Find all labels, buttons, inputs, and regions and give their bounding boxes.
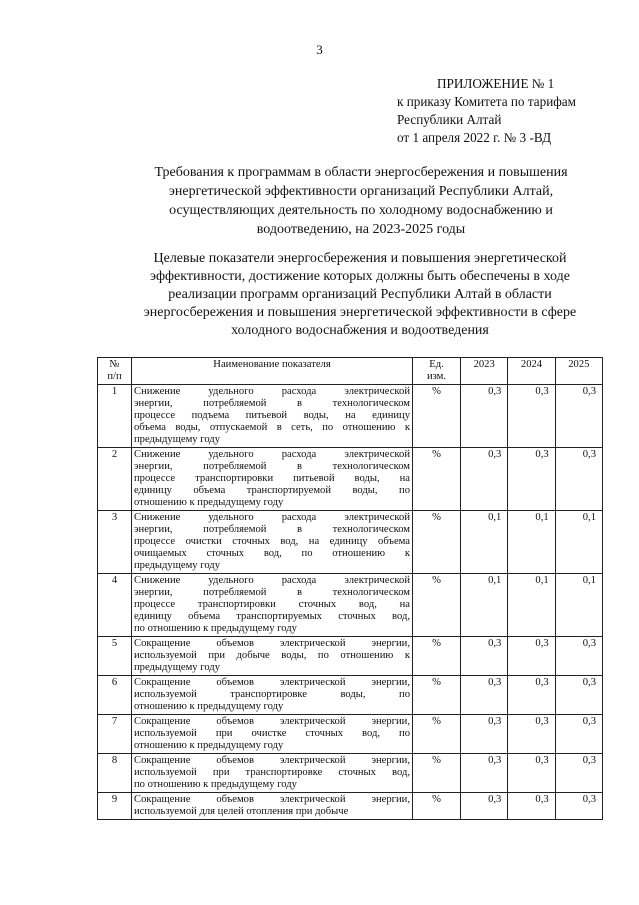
indicator-name-line: энергии, потребляемой в технологическом	[134, 461, 410, 472]
indicator-name-line: Снижение удельного расхода электрической	[134, 386, 410, 397]
indicator-name-line: энергии, потребляемой в технологическом	[134, 587, 410, 598]
header-unit	[413, 358, 461, 385]
indicator-name-line: Сокращение объемов электрической энергии,	[134, 794, 410, 805]
header-number-line2: п/п	[107, 371, 122, 382]
row-value-2023: 0,3	[461, 385, 508, 448]
row-number: 2	[98, 448, 132, 511]
row-value-2024: 0,1	[508, 574, 555, 637]
header-unit-line2: изм.	[426, 371, 447, 382]
indicator-name-line: используемой при транспортировке сточных вод,	[134, 767, 410, 778]
row-indicator-name	[132, 754, 413, 793]
row-indicator-name	[132, 676, 413, 715]
row-unit: %	[413, 574, 461, 637]
header-year-2024: 2024	[508, 358, 555, 385]
row-number: 7	[98, 715, 132, 754]
row-number: 5	[98, 637, 132, 676]
indicator-name-line: по отношению к предыдущему году	[134, 779, 297, 790]
row-value-2024: 0,3	[508, 793, 555, 820]
header-number	[98, 358, 132, 385]
table-row	[98, 511, 603, 574]
header-indicator-name: Наименование показателя	[132, 358, 413, 385]
document-title	[118, 163, 604, 239]
indicator-name-line: процессе очистки сточных вод, на единицу объема	[134, 536, 410, 547]
row-unit: %	[413, 385, 461, 448]
row-value-2025: 0,3	[555, 715, 602, 754]
table-row	[98, 676, 603, 715]
page-number: 3	[316, 42, 323, 57]
indicator-name-line: единицу объема транспортируемой воды, по	[134, 485, 410, 496]
indicator-name-line: процессе подъема питьевой воды, на единицу	[134, 410, 410, 421]
row-value-2025: 0,1	[555, 511, 602, 574]
table-header-row	[98, 358, 603, 385]
row-value-2023: 0,3	[461, 448, 508, 511]
row-value-2024: 0,3	[508, 754, 555, 793]
indicator-name-line: Снижение удельного расхода электрической	[134, 575, 410, 586]
row-value-2024: 0,3	[508, 715, 555, 754]
indicator-name-line: энергии, потребляемой в технологическом	[134, 398, 410, 409]
indicator-name-line: по отношению к предыдущему году	[134, 623, 297, 634]
header-number-line1: №	[109, 359, 120, 370]
table-row	[98, 574, 603, 637]
table-row	[98, 715, 603, 754]
header-year-2025: 2025	[555, 358, 602, 385]
row-value-2025: 0,3	[555, 637, 602, 676]
row-value-2025: 0,3	[555, 754, 602, 793]
row-number: 1	[98, 385, 132, 448]
row-indicator-name	[132, 385, 413, 448]
row-unit: %	[413, 511, 461, 574]
title-line: водоотведению, на 2023-2025 годы	[256, 222, 466, 237]
row-value-2024: 0,3	[508, 385, 555, 448]
indicator-name-line: используемой при очистке сточных вод, по	[134, 728, 410, 739]
appendix-date-line: от 1 апреля 2022 г. № 3 -ВД	[397, 130, 552, 145]
row-indicator-name	[132, 715, 413, 754]
table-row	[98, 754, 603, 793]
indicator-name-line: процессе транспортировки питьевой воды, на	[134, 473, 410, 484]
row-value-2024: 0,1	[508, 511, 555, 574]
indicator-name-line: используемой транспортировке воды, по	[134, 689, 410, 700]
indicator-name-line: предыдущему году	[134, 560, 220, 571]
row-number: 4	[98, 574, 132, 637]
indicator-name-line: используемой для целей отопления при добыче	[134, 806, 349, 817]
row-value-2025: 0,3	[555, 448, 602, 511]
subtitle-line: энергосбережения и повышения энергетической эффективности в сфере	[143, 305, 577, 320]
row-indicator-name	[132, 511, 413, 574]
title-line: энергетической эффективности организаций Республики Алтай,	[168, 184, 554, 199]
indicator-name-line: Сокращение объемов электрической энергии,	[134, 677, 410, 688]
row-unit: %	[413, 793, 461, 820]
row-indicator-name	[132, 574, 413, 637]
indicator-name-line: Сокращение объемов электрической энергии,	[134, 755, 410, 766]
row-value-2023: 0,3	[461, 676, 508, 715]
table-row	[98, 385, 603, 448]
appendix-heading: ПРИЛОЖЕНИЕ № 1	[437, 76, 555, 91]
row-value-2024: 0,3	[508, 448, 555, 511]
subtitle-line: Целевые показатели энергосбережения и повышения энергетической	[153, 251, 567, 266]
indicator-name-line: используемой при добыче воды, по отношению к	[134, 650, 410, 661]
appendix-order-line: к приказу Комитета по тарифам	[397, 94, 576, 109]
row-value-2025: 0,3	[555, 385, 602, 448]
indicator-name-line: Снижение удельного расхода электрической	[134, 512, 410, 523]
row-value-2023: 0,3	[461, 637, 508, 676]
row-number: 8	[98, 754, 132, 793]
section-subtitle	[112, 250, 608, 340]
indicator-name-line: отношению к предыдущему году	[134, 497, 284, 508]
row-value-2023: 0,1	[461, 574, 508, 637]
row-unit: %	[413, 754, 461, 793]
table-row	[98, 448, 603, 511]
indicator-name-line: Сокращение объемов электрической энергии,	[134, 638, 410, 649]
title-line: Требования к программам в области энергосбережения и повышения	[154, 165, 568, 180]
row-value-2023: 0,3	[461, 715, 508, 754]
row-value-2025: 0,3	[555, 793, 602, 820]
row-value-2023: 0,1	[461, 511, 508, 574]
indicator-name-line: предыдущему году	[134, 434, 220, 445]
row-unit: %	[413, 448, 461, 511]
row-unit: %	[413, 715, 461, 754]
row-indicator-name	[132, 793, 413, 820]
row-unit: %	[413, 637, 461, 676]
subtitle-line: холодного водоснабжения и водоотведения	[231, 323, 489, 338]
row-value-2024: 0,3	[508, 676, 555, 715]
table-row	[98, 793, 603, 820]
appendix-block	[397, 75, 627, 147]
row-value-2025: 0,3	[555, 676, 602, 715]
indicator-name-line: Снижение удельного расхода электрической	[134, 449, 410, 460]
row-value-2023: 0,3	[461, 754, 508, 793]
indicators-table	[97, 357, 603, 820]
subtitle-line: эффективности, достижение которых должны быть обеспечены в ходе	[150, 269, 570, 284]
indicator-name-line: очищаемых сточных вод, по отношению к	[134, 548, 410, 559]
table-row	[98, 637, 603, 676]
indicator-name-line: единицу объема транспортируемых сточных вод,	[134, 611, 410, 622]
indicator-name-line: процессе транспортировки сточных вод, на	[134, 599, 410, 610]
row-number: 6	[98, 676, 132, 715]
row-unit: %	[413, 676, 461, 715]
indicator-name-line: отношению к предыдущему году	[134, 701, 284, 712]
row-number: 9	[98, 793, 132, 820]
row-value-2025: 0,1	[555, 574, 602, 637]
row-value-2024: 0,3	[508, 637, 555, 676]
indicator-name-line: объема воды, отпускаемой в сеть, по отношению к	[134, 422, 410, 433]
indicator-name-line: предыдущему году	[134, 662, 220, 673]
appendix-region-line: Республики Алтай	[397, 112, 502, 127]
row-value-2023: 0,3	[461, 793, 508, 820]
header-unit-line1: Ед.	[429, 359, 444, 370]
indicator-name-line: Сокращение объемов электрической энергии,	[134, 716, 410, 727]
indicator-name-line: энергии, потребляемой в технологическом	[134, 524, 410, 535]
row-number: 3	[98, 511, 132, 574]
row-indicator-name	[132, 637, 413, 676]
title-line: осуществляющих деятельность по холодному водоснабжению и	[169, 203, 553, 218]
subtitle-line: реализации программ организаций Республики Алтай в области	[168, 287, 552, 302]
row-indicator-name	[132, 448, 413, 511]
header-year-2023: 2023	[461, 358, 508, 385]
indicator-name-line: отношению к предыдущему году	[134, 740, 284, 751]
